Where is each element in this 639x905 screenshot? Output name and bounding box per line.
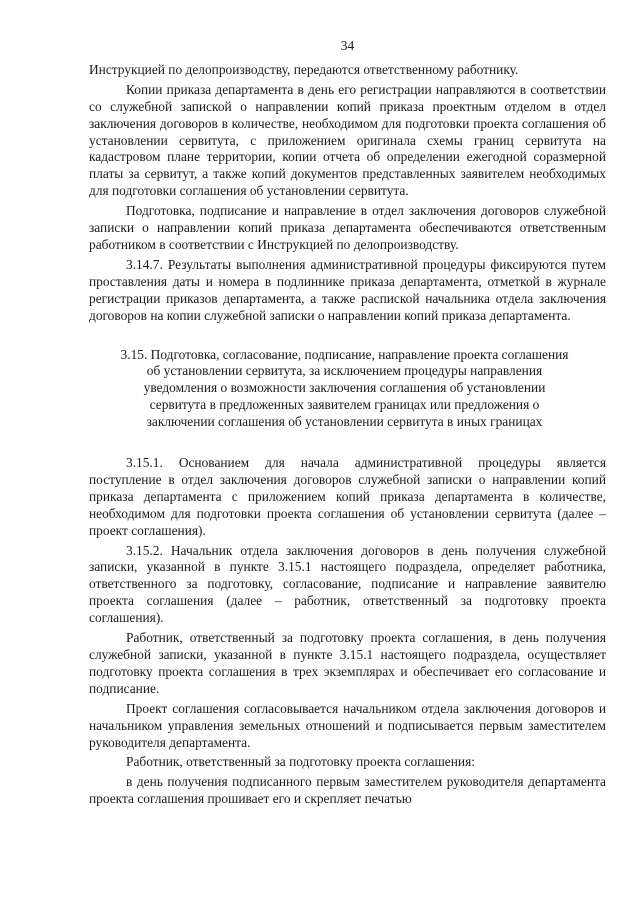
paragraph-p6: 3.15.2. Начальник отдела заключения договоров в день получения служебной записки, указанной в пункте 3.15.1 настоящего подраздела, определяет работника, ответственного за подготовку, согласование, подписание и направление заявителю проекта соглашения (далее – работник, ответственный за подготовку проекта соглашения).: [89, 542, 606, 626]
paragraph-p2: Копии приказа департамента в день его регистрации направляются в соответствии со служебной запиской о направлении копий приказа проектным отделом в отдел заключения договоров в количестве, необходимом для подготовки проекта соглашения об установлении сервитута, с приложением оригинала схемы границ сервитута на кадастровом плане территории, копии отчета об определении ежегодной соразмерной платы за сервитут, а также копий документов представленных заявителем необходимых для подготовки соглашения об установлении сервитута.: [89, 81, 606, 199]
page-number: 34: [340, 38, 355, 53]
heading-line: уведомления о возможности заключения соглашения об установлении: [143, 380, 546, 396]
heading-line: об установлении сервитута, за исключением процедуры направления: [146, 363, 543, 379]
paragraph-p1: Инструкцией по делопроизводству, передаются ответственному работнику.: [89, 61, 519, 77]
heading-line: заключении соглашения об установлении сервитута в иных границах: [146, 414, 543, 430]
paragraph-p10: в день получения подписанного первым заместителем руководителя департамента проекта соглашения прошивает его и скрепляет печатью: [89, 774, 606, 807]
paragraph-p5: 3.15.1. Основанием для начала административной процедуры является поступление в отдел заключения договоров служебной записки о направлении копий приказа департамента с приложением копий приказа департамента в количестве, необходимом для подготовки проекта соглашения об установлении сервитута (далее – проект соглашения).: [89, 455, 606, 538]
heading-line: сервитута в предложенных заявителем границах или предложения о: [149, 397, 540, 413]
paragraph-p8: Проект соглашения согласовывается начальником отдела заключения договоров и начальником управления земельных отношений и подписывается первым заместителем руководителя департамента.: [89, 700, 606, 750]
section-heading-3-15: [89, 347, 606, 432]
paragraph-p7: Работник, ответственный за подготовку проекта соглашения, в день получения служебной записки, указанной в пункте 3.15.1 настоящего подраздела, осуществляет подготовку проекта соглашения в трех экземплярах и обеспечивает его согласование и подписание.: [89, 630, 606, 696]
top-paragraphs: [89, 62, 606, 325]
bottom-paragraphs: [89, 455, 606, 808]
paragraph-p3: Подготовка, подписание и направление в отдел заключения договоров служебной записки о направлении копий приказа департамента обеспечиваются ответственным работником в соответствии с Инструкцией по делопроизводству.: [89, 203, 606, 252]
heading-line: 3.15. Подготовка, согласование, подписание, направление проекта соглашения: [120, 346, 569, 362]
paragraph-p9: Работник, ответственный за подготовку проекта соглашения:: [126, 754, 475, 770]
paragraph-p4: 3.14.7. Результаты выполнения административной процедуры фиксируются путем проставления даты и номера в подлиннике приказа департамента, отметкой в журнале регистрации приказов департамента, а также распиской начальника отдела заключения договоров на копии служебной записки о направлении копий приказа департамента.: [89, 256, 606, 323]
